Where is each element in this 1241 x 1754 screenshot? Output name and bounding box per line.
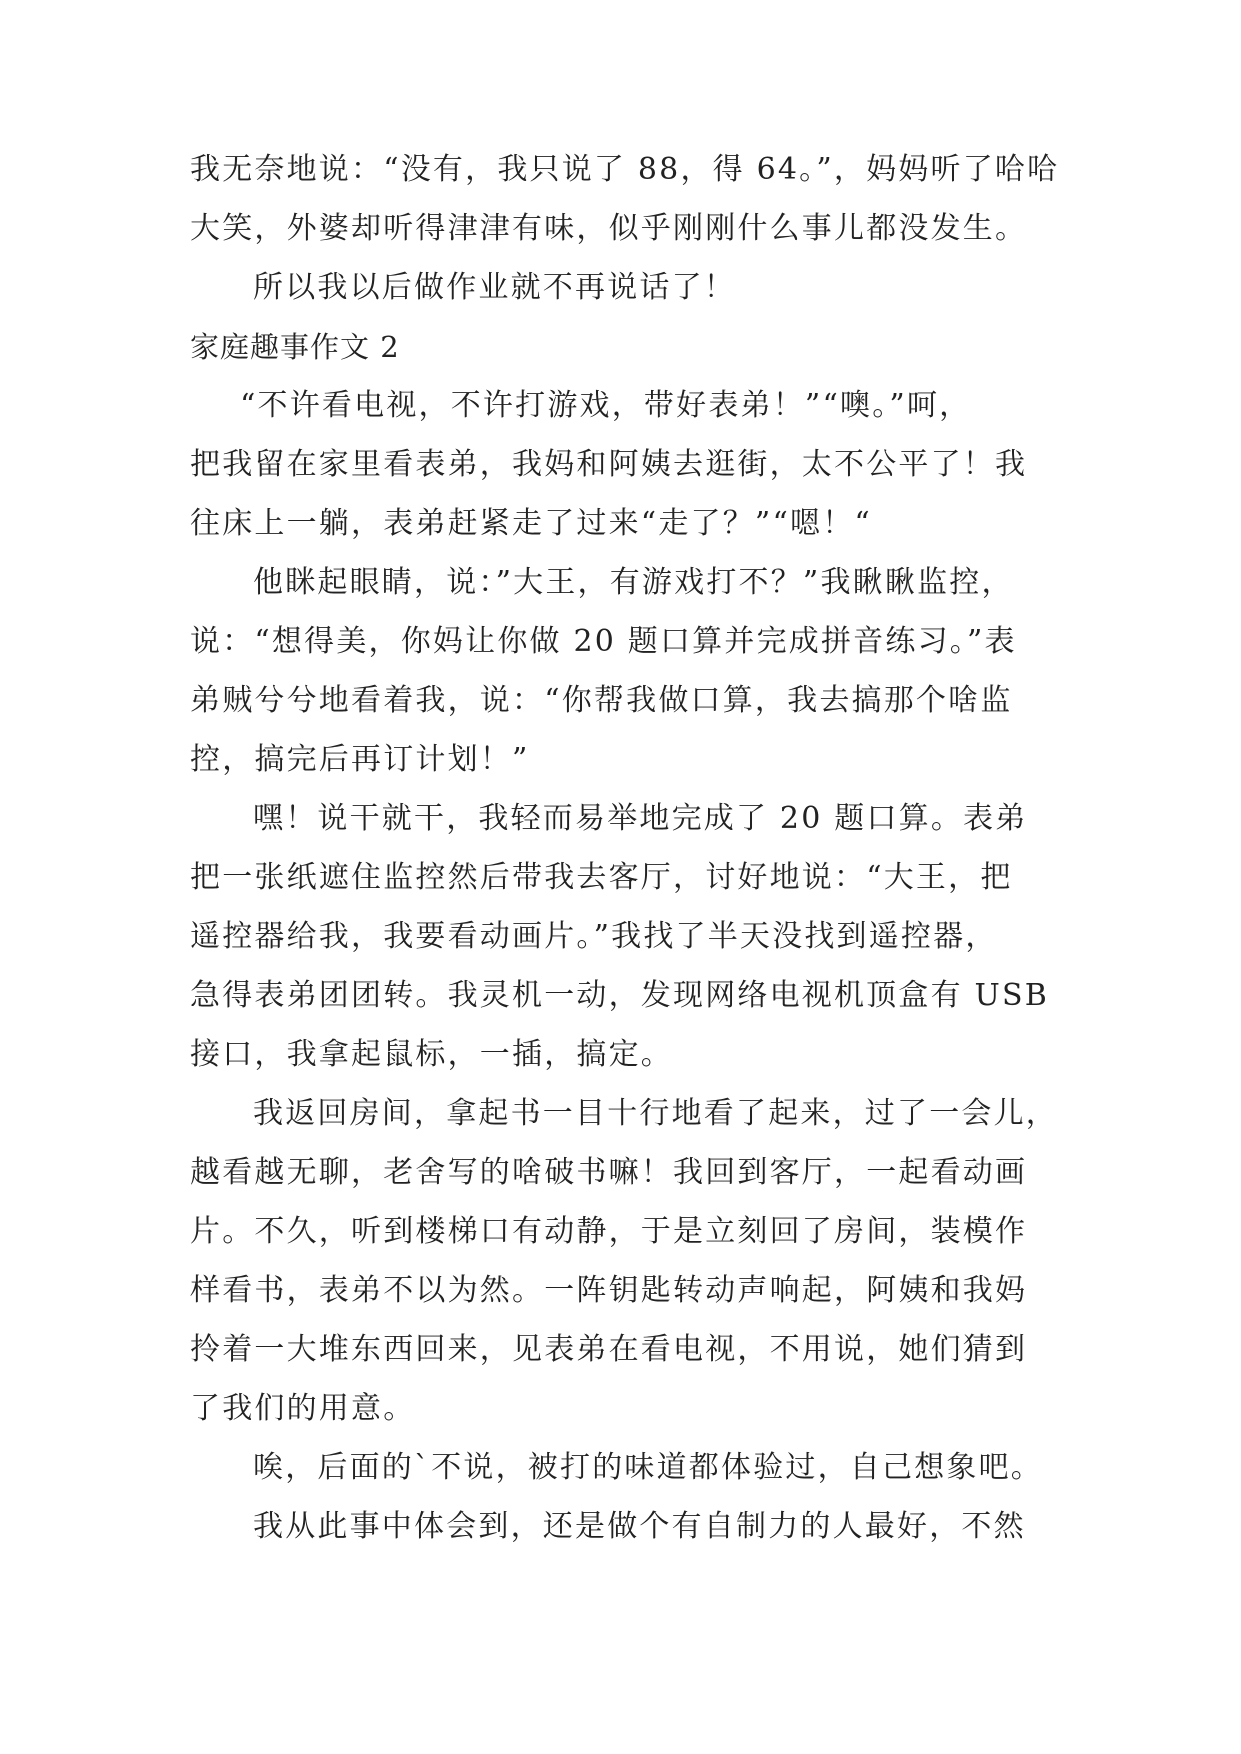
text-line: 说：“想得美，你妈让你做 20 题口算并完成拼音练习。”表: [190, 624, 1017, 659]
text-line: 把一张纸遮住监控然后带我去客厅，讨好地说：“大王，把: [190, 860, 1013, 895]
text-line: 往床上一躺，表弟赶紧走了过来“走了？”“嗯！“: [190, 506, 872, 541]
text-line: 样看书，表弟不以为然。一阵钥匙转动声响起，阿姨和我妈: [190, 1273, 1028, 1308]
text-line: 急得表弟团团转。我灵机一动，发现网络电视机顶盒有 USB: [190, 978, 1050, 1013]
text-line: 接口，我拿起鼠标，一插，搞定。: [190, 1037, 673, 1072]
text-line: 弟贼兮兮地看着我，说：“你帮我做口算，我去搞那个啥监: [190, 683, 1013, 718]
paragraph-start: 唉，后面的`不说，被打的味道都体验过，自己想象吧。: [253, 1450, 1043, 1485]
paragraph-start: 嘿！说干就干，我轻而易举地完成了 20 题口算。表弟: [253, 801, 1028, 836]
text-line: 我无奈地说：“没有，我只说了 88，得 64。”，妈妈听了哈哈: [190, 152, 1060, 187]
section-heading: 家庭趣事作文 2: [190, 330, 400, 364]
text-line: 把我留在家里看表弟，我妈和阿姨去逛街，太不公平了！我: [190, 447, 1028, 482]
paragraph-start: 他眯起眼睛，说：”大王，有游戏打不？”我瞅瞅监控，: [253, 565, 1014, 600]
paragraph-start: 我返回房间，拿起书一目十行地看了起来，过了一会儿，: [253, 1096, 1058, 1131]
paragraph-start: 所以我以后做作业就不再说话了！: [253, 270, 736, 305]
text-line: 了我们的用意。: [190, 1391, 416, 1426]
text-line: 片。不久，听到楼梯口有动静，于是立刻回了房间，装模作: [190, 1214, 1028, 1249]
text-line: 越看越无聊，老舍写的啥破书嘛！我回到客厅，一起看动画: [190, 1155, 1028, 1190]
text-line: 遥控器给我，我要看动画片。”我找了半天没找到遥控器，: [190, 919, 998, 954]
paragraph-start: 我从此事中体会到，还是做个有自制力的人最好，不然: [253, 1509, 1026, 1544]
text-line: 控，搞完后再订计划！”: [190, 742, 530, 777]
text-line: 拎着一大堆东西回来，见表弟在看电视，不用说，她们猜到: [190, 1332, 1028, 1367]
text-line: 大笑，外婆却听得津津有味，似乎刚刚什么事儿都没发生。: [190, 211, 1028, 246]
paragraph-start: “不许看电视，不许打游戏，带好表弟！”“噢。”呵，: [240, 388, 972, 423]
